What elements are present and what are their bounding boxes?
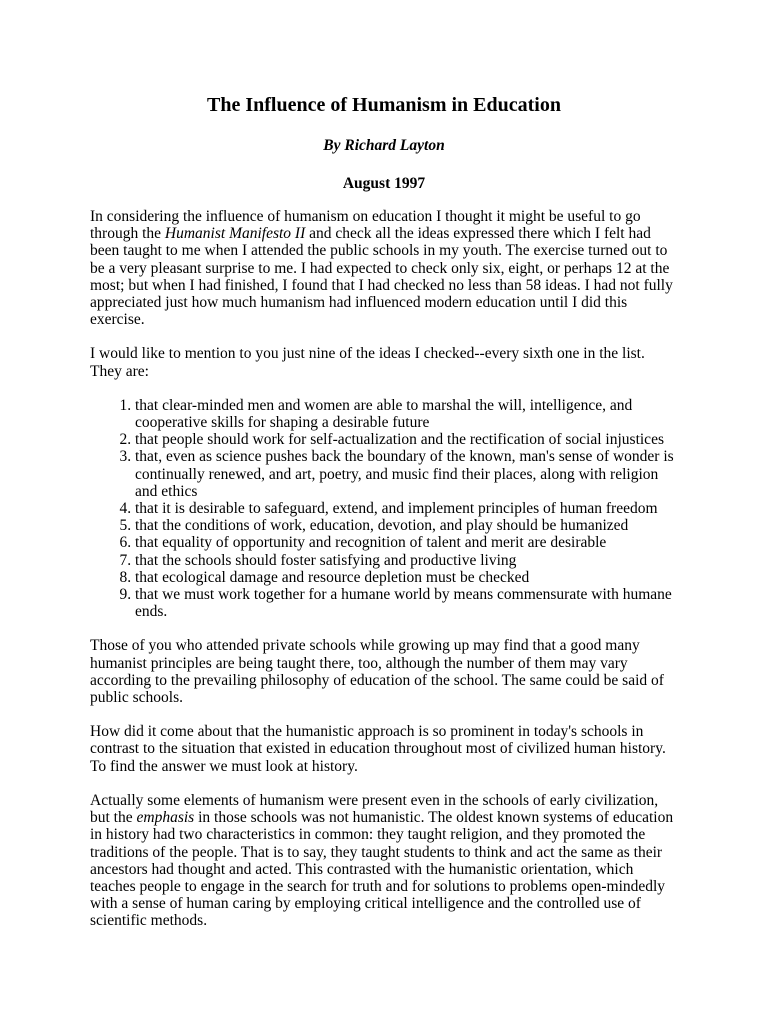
ideas-list (90, 397, 678, 621)
document-title: The Influence of Humanism in Education (207, 94, 561, 116)
publication-date: August 1997 (342, 175, 426, 192)
manifesto-title: Humanist Manifesto II (164, 225, 306, 243)
list-item: 4. that it is desirable to safeguard, extend, and implement principles of human freedom (135, 500, 678, 517)
intro-text-end: and check all the ideas expressed there which I felt had been taught to me when I attended the public schools in my youth. The exercise turned out to be a very pleasant surprise to me. I had expected to check only six, eight, or perhaps 12 at the most; but when I had finished, I found that I had checked no less than 58 ideas. I had not fully appreciated just how much humanism had influenced modern education until I did this exercise. (90, 225, 673, 329)
list-item: 1. that clear-minded men and women are able to marshal the will, intelligence, and cooperative skills for shaping a desirable future (135, 397, 678, 431)
list-item: 3. that, even as science pushes back the boundary of the known, man's sense of wonder is continually renewed, and art, poetry, and music find their places, along with religion and ethics (135, 448, 678, 500)
early-civilization-text-start: Actually some elements of humanism were present even in the schools of early civilization, but the (90, 791, 659, 827)
emphasis-word: emphasis (136, 809, 195, 827)
list-item: 5. that the conditions of work, education, devotion, and play should be humanized (135, 517, 678, 534)
list-item: 7. that the schools should foster satisfying and productive living (135, 552, 678, 569)
early-civilization-paragraph (90, 792, 678, 930)
list-item: 6. that equality of opportunity and recognition of talent and merit are desirable (135, 534, 678, 551)
history-question-paragraph: How did it come about that the humanistic approach is so prominent in today's schools in contrast to the situation that existed in education throughout most of civilized human history. To find the answer we must look at history. (90, 723, 666, 775)
early-civilization-text-end: in those schools was not humanistic. The oldest known systems of education in history had two characteristics in common: they taught religion, and they promoted the traditions of the people. That is to say, they taught students to think and act the same as their ancestors had thought and acted. This contrasted with the humanistic orientation, which teaches people to engage in the search for truth and for solutions to problems open-mindedly with a sense of human caring by employing critical intelligence and the controlled use of scientific methods. (90, 809, 674, 930)
intro-text-start: In considering the influence of humanism on education I thought it might be useful to go through the (90, 208, 641, 243)
list-item: 8. that ecological damage and resource depletion must be checked (135, 569, 678, 586)
list-item: 9. that we must work together for a humane world by means commensurate with humane ends. (135, 586, 678, 620)
private-schools-paragraph: Those of you who attended private schools while growing up may find that a good many humanist principles are being taught there, too, although the number of them may vary according to the prevailing philosophy of education of the school. The same could be said of public schools. (90, 637, 664, 707)
list-intro-paragraph: I would like to mention to you just nine of the ideas I checked--every sixth one in the list. They are: (90, 345, 645, 380)
author-byline: By Richard Layton (323, 137, 445, 154)
intro-paragraph (90, 208, 678, 328)
list-item: 2. that people should work for self-actualization and the rectification of social injustices (135, 431, 678, 448)
